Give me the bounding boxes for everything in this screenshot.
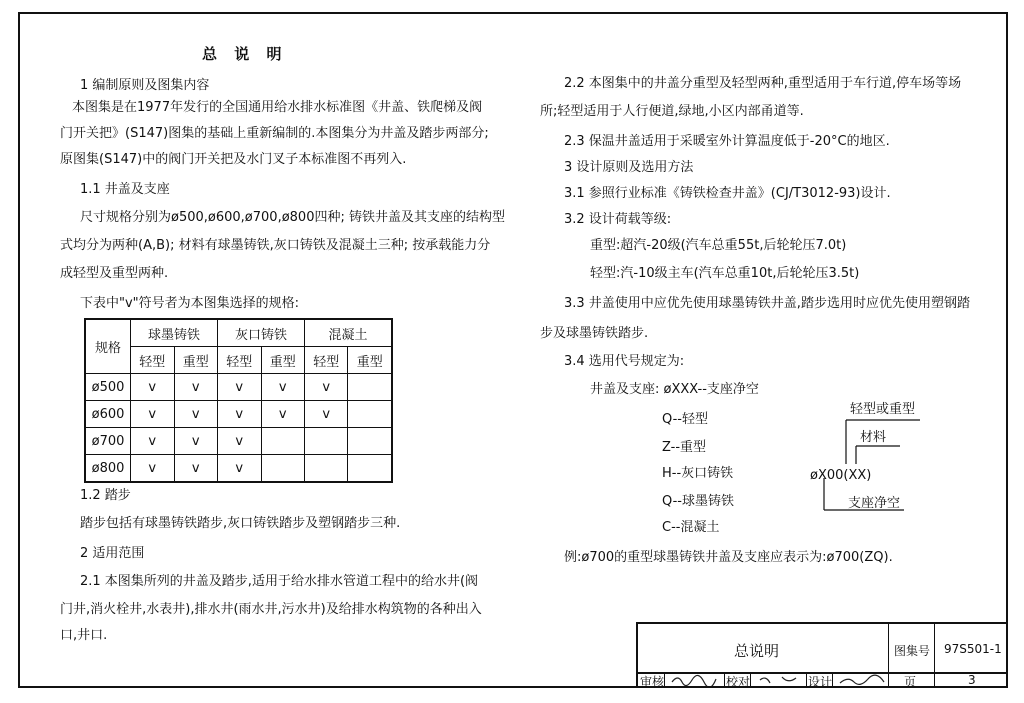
table-cell: v xyxy=(174,374,218,401)
diagram-label-material: 材料 xyxy=(860,430,887,445)
table-cell xyxy=(305,455,348,483)
table-cell: v xyxy=(131,455,175,483)
example-line: 例:ø700的重型球墨铸铁井盖及支座应表示为:ø700(ZQ). xyxy=(564,550,893,565)
para-line: 3.4 选用代号规定为: xyxy=(564,354,685,369)
para-line: 本图集是在1977年发行的全国通用给水排水标准图《井盖、铁爬梯及阀 xyxy=(72,100,483,115)
table-cell: v xyxy=(131,374,175,401)
table-cell xyxy=(348,455,392,483)
table-size-cell: ø600 xyxy=(85,401,131,428)
para-line: 原图集(S147)中的阀门开关把及水门叉子本标准图不再列入. xyxy=(60,152,407,167)
diagram-label-clearance: 支座净空 xyxy=(848,496,901,511)
code-item: Q--轻型 xyxy=(662,412,708,427)
section-1-2-heading: 1.2 踏步 xyxy=(80,488,131,503)
title-block-name: 总说明 xyxy=(734,642,780,660)
table-subheader: 轻型 xyxy=(218,347,262,374)
para-line: 3.1 参照行业标准《铸铁检查井盖》(CJ/T3012-93)设计. xyxy=(564,186,891,201)
table-row xyxy=(85,428,392,455)
table-subheader: 重型 xyxy=(261,347,305,374)
para-line: 口,井口. xyxy=(60,628,108,643)
table-cell xyxy=(348,374,392,401)
section-3-heading: 3 设计原则及选用方法 xyxy=(564,160,694,175)
para-line: 门开关把》(S147)图集的基础上重新编制的.本图集分为井盖及踏步两部分; xyxy=(60,126,489,141)
table-size-cell: ø500 xyxy=(85,374,131,401)
table-cell: v xyxy=(261,374,305,401)
table-cell: v xyxy=(218,455,262,483)
table-subheader: 重型 xyxy=(174,347,218,374)
section-2-heading: 2 适用范围 xyxy=(80,546,145,561)
table-cell: v xyxy=(218,401,262,428)
para-line: 2.2 本图集中的井盖分重型及轻型两种,重型适用于车行道,停车场等场 xyxy=(564,76,962,91)
table-row xyxy=(85,374,392,401)
design-signature xyxy=(838,674,886,686)
section-1-1-heading: 1.1 井盖及支座 xyxy=(80,182,170,197)
code-item: Z--重型 xyxy=(662,440,707,455)
table-size-cell: ø700 xyxy=(85,428,131,455)
para-line: 所;轻型适用于人行便道,绿地,小区内部甬道等. xyxy=(540,104,804,119)
design-label: 设计 xyxy=(808,675,833,689)
table-cell xyxy=(348,428,392,455)
para-line: 门井,消火栓井,水表井),排水井(雨水井,污水井)及给排水构筑物的各种出入 xyxy=(60,602,482,617)
table-note: 下表中"v"符号者为本图集选择的规格: xyxy=(80,296,300,311)
table-cell: v xyxy=(174,455,218,483)
title-block xyxy=(636,622,1008,688)
table-cell: v xyxy=(305,374,348,401)
check-label: 校对 xyxy=(726,675,751,689)
table-cell: v xyxy=(131,428,175,455)
code-item: C--混凝土 xyxy=(662,520,720,535)
para-line: 成轻型及重型两种. xyxy=(60,266,169,281)
para-line: 步及球墨铸铁踏步. xyxy=(540,326,649,341)
table-row xyxy=(85,401,392,428)
para-line: 踏步包括有球墨铸铁踏步,灰口铸铁踏步及塑钢踏步三种. xyxy=(80,516,401,531)
atlas-number: 97S501-1 xyxy=(944,642,1002,656)
diagram-label-type: 轻型或重型 xyxy=(850,402,916,417)
table-cell xyxy=(305,428,348,455)
spec-table xyxy=(84,318,393,483)
atlas-label: 图集号 xyxy=(894,644,931,658)
table-group-header: 球墨铸铁 xyxy=(131,319,218,347)
para-line: 2.1 本图集所列的井盖及踏步,适用于给水排水管道工程中的给水井(阀 xyxy=(80,574,479,589)
table-cell: v xyxy=(305,401,348,428)
table-cell xyxy=(348,401,392,428)
section-1-heading: 1 编制原则及图集内容 xyxy=(80,78,210,93)
para-line: 2.3 保温井盖适用于采暖室外计算温度低于-20°C的地区. xyxy=(564,134,890,149)
page-number: 3 xyxy=(968,673,976,687)
table-size-cell: ø800 xyxy=(85,455,131,483)
table-row xyxy=(85,455,392,483)
para-line: 3.3 井盖使用中应优先使用球墨铸铁井盖,踏步选用时应优先使用塑钢踏 xyxy=(564,296,970,311)
diagram-code: øX00(XX) xyxy=(810,468,872,483)
para-line: 轻型:汽-10级主车(汽车总重10t,后轮轮压3.5t) xyxy=(590,266,860,281)
table-cell: v xyxy=(131,401,175,428)
review-signature xyxy=(670,674,720,686)
table-group-header: 灰口铸铁 xyxy=(218,319,305,347)
review-label: 审核 xyxy=(640,675,665,689)
code-item: Q--球墨铸铁 xyxy=(662,494,734,509)
table-cell: v xyxy=(218,374,262,401)
table-cell: v xyxy=(261,401,305,428)
table-group-header: 混凝土 xyxy=(305,319,393,347)
code-heading: 井盖及支座: øXXX--支座净空 xyxy=(590,382,759,397)
para-line: 式均分为两种(A,B); 材料有球墨铸铁,灰口铸铁及混凝土三种; 按承载能力分 xyxy=(60,238,491,253)
table-cell: v xyxy=(174,401,218,428)
table-cell xyxy=(261,455,305,483)
code-item: H--灰口铸铁 xyxy=(662,466,734,481)
table-subheader: 轻型 xyxy=(131,347,175,374)
page-title: 总 说 明 xyxy=(202,45,288,63)
para-line: 3.2 设计荷载等级: xyxy=(564,212,672,227)
para-line: 尺寸规格分别为ø500,ø600,ø700,ø800四种; 铸铁井盖及其支座的结构型 xyxy=(80,210,505,225)
table-cell xyxy=(261,428,305,455)
table-subheader: 轻型 xyxy=(305,347,348,374)
table-subheader: 重型 xyxy=(348,347,392,374)
page-label: 页 xyxy=(904,675,917,689)
table-cell: v xyxy=(218,428,262,455)
check-signature xyxy=(756,674,802,686)
para-line: 重型:超汽-20级(汽车总重55t,后轮轮压7.0t) xyxy=(590,238,847,253)
table-corner: 规格 xyxy=(85,319,131,374)
table-cell: v xyxy=(174,428,218,455)
